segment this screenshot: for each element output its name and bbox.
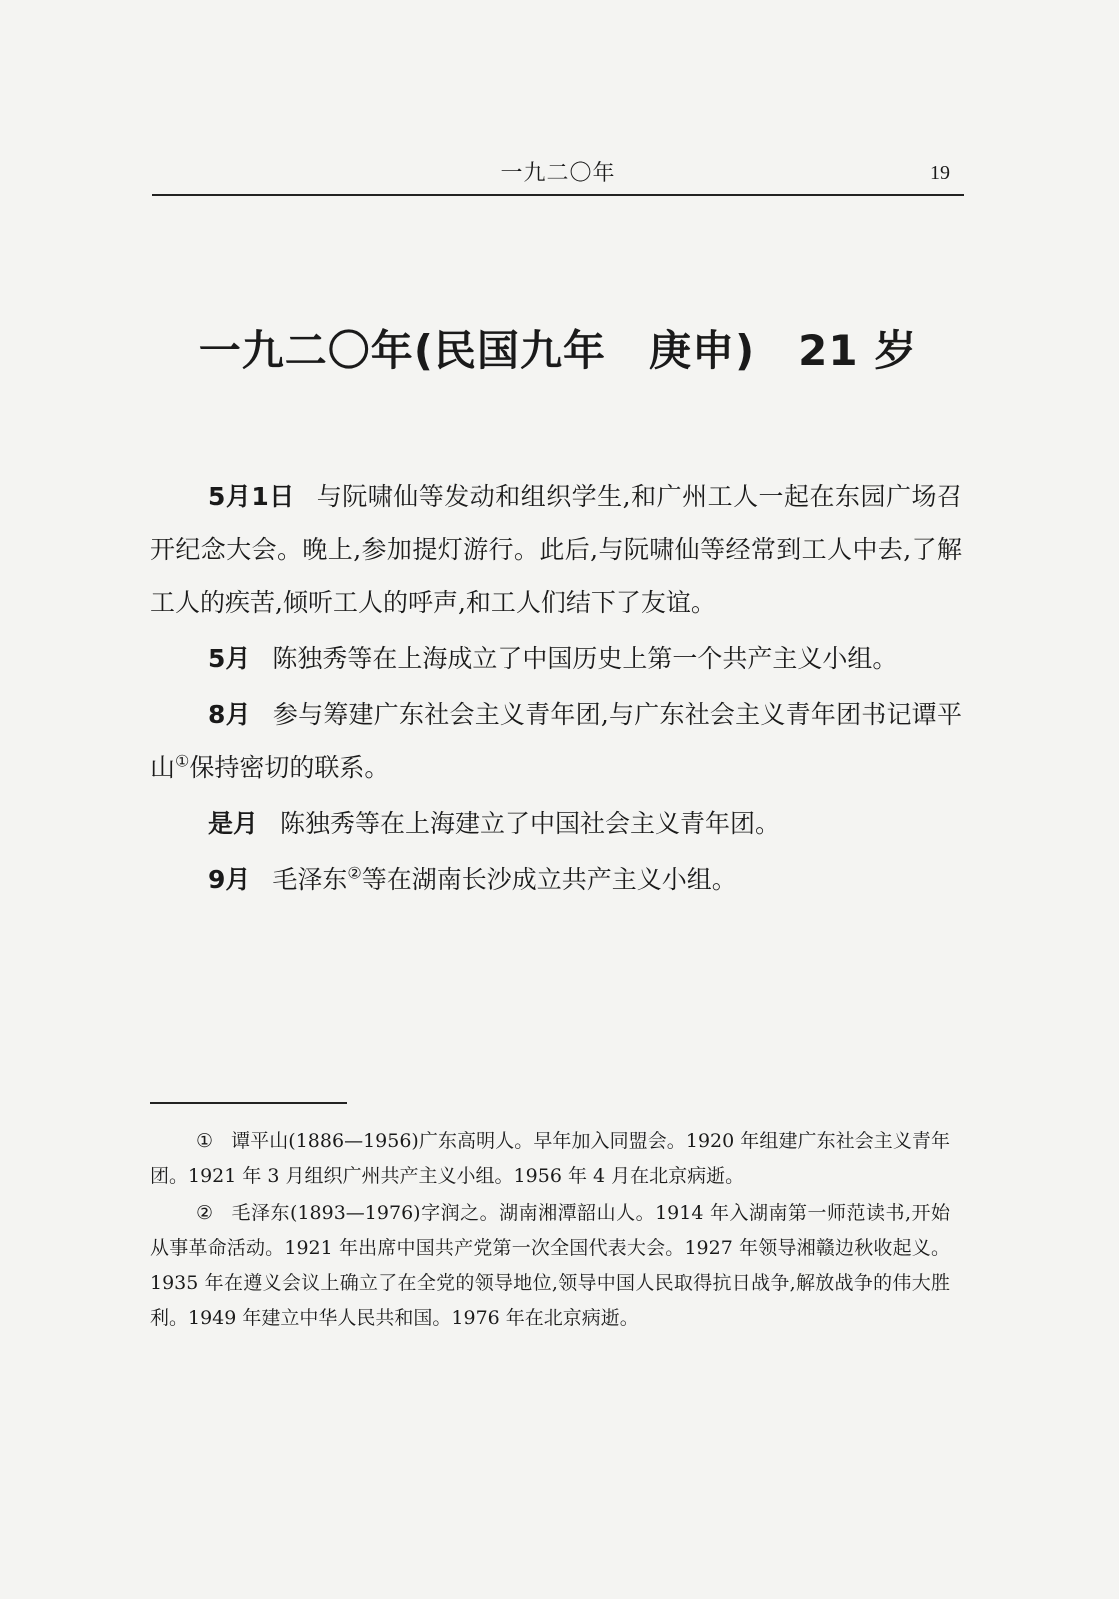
footnote-text: 毛泽东(1893—1976)字润之。湖南湘潭韶山人。1914 年入湖南第一师范读书,开始从事革命活动。1921 年出席中国共产党第一次全国代表大会。1927 年领导湘赣边秋收起义。1935 年在遵义会议上确立了在全党的领导地位,领导中国人民取得抗日战争,解放战争的伟大胜利。1949 年建立中华人民共和国。1976 年在北京病逝。 [150, 1202, 950, 1329]
chronology-body [150, 470, 962, 909]
running-header [152, 154, 964, 196]
entry-date: 5月 [208, 644, 251, 673]
footnote-ref[interactable]: ① [175, 751, 190, 771]
entry-text: 与阮啸仙等发动和组织学生,和广州工人一起在东园广场召开纪念大会。晚上,参加提灯游行。此后,与阮啸仙等经常到工人中去,了解工人的疾苦,倾听工人的呼声,和工人们结下了友谊。 [150, 482, 962, 617]
footnote-1 [150, 1124, 950, 1194]
entry-text: 毛泽东 [272, 865, 348, 894]
entry-date: 8月 [208, 700, 251, 729]
footnote-divider [150, 1102, 347, 1104]
footnote-mark: ① [196, 1130, 214, 1152]
entry-date: 9月 [208, 865, 251, 894]
footnote-text: 谭平山(1886—1956)广东高明人。早年加入同盟会。1920 年组建广东社会主义青年团。1921 年 3 月组织广州共产主义小组。1956 年 4 月在北京病逝。 [150, 1130, 950, 1187]
entry-may [150, 632, 962, 685]
footnote-2 [150, 1196, 950, 1336]
running-title: 一九二〇年 [500, 161, 616, 186]
page-number: 19 [930, 162, 950, 184]
entry-date: 是月 [208, 809, 259, 838]
entry-text: 参与筹建广东社会主义青年团,与广东社会主义青年团书记谭平山 [150, 700, 962, 782]
entry-may-1 [150, 470, 962, 629]
entry-september [150, 853, 962, 906]
entry-date: 5月1日 [208, 482, 295, 511]
footnote-mark: ② [196, 1202, 214, 1224]
footnote-ref[interactable]: ② [347, 863, 362, 883]
entry-august [150, 688, 962, 794]
entry-text: 陈独秀等在上海成立了中国历史上第一个共产主义小组。 [272, 644, 898, 673]
entry-text-continued: 等在湖南长沙成立共产主义小组。 [361, 865, 737, 894]
entry-text: 陈独秀等在上海建立了中国社会主义青年团。 [280, 809, 781, 838]
footnotes [150, 1124, 950, 1338]
entry-same-month [150, 797, 962, 850]
entry-text-continued: 保持密切的联系。 [189, 753, 390, 782]
chapter-title: 一九二〇年(民国九年 庚申) 21 岁 [198, 326, 918, 375]
